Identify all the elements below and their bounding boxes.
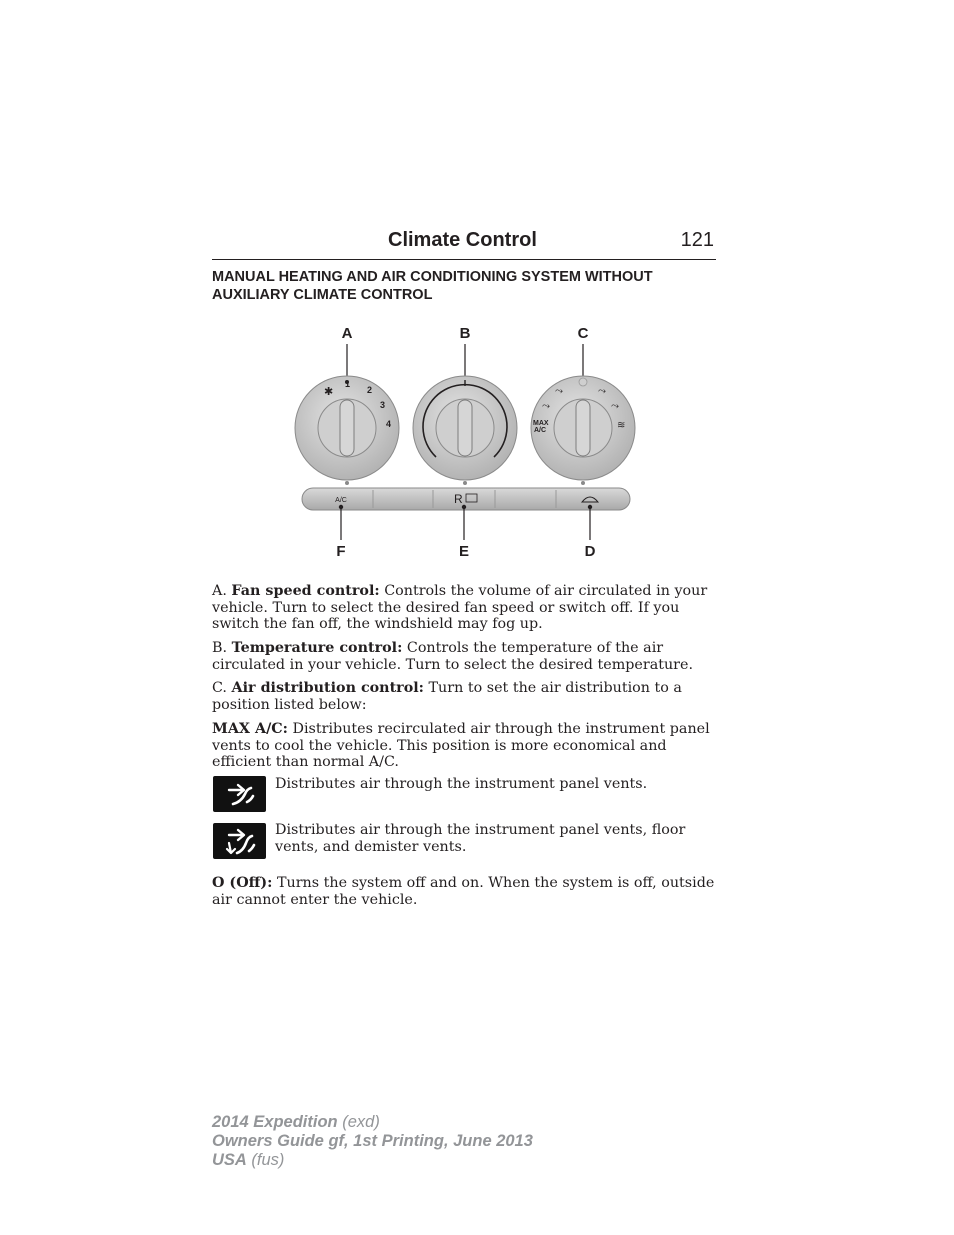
climate-control-illustration bbox=[290, 320, 640, 565]
paragraph-b bbox=[212, 640, 716, 673]
callout-a: A bbox=[341, 325, 353, 342]
fan-icon: ✱ bbox=[324, 385, 334, 398]
callout-c: C bbox=[577, 325, 589, 342]
max-ac-label-2: A/C bbox=[534, 427, 547, 434]
page-header bbox=[212, 229, 716, 260]
panel-vent-description: Distributes air through the instrument panel vents. bbox=[275, 776, 648, 792]
paragraph-a-prefix: A. bbox=[212, 583, 227, 599]
paragraph-a bbox=[212, 583, 716, 633]
fan-speed-2: 2 bbox=[367, 385, 373, 395]
footer-model-code: (exd) bbox=[337, 1113, 380, 1131]
panel-floor-small-icon: ⤳ bbox=[542, 401, 550, 412]
paragraph-b-text: Controls the temperature of the air circulated in your vehicle. Turn to select the desired temperature. bbox=[212, 640, 694, 673]
panel-floor-vent-icon bbox=[213, 823, 266, 859]
page-number: 121 bbox=[680, 229, 714, 251]
climate-control-diagram bbox=[290, 320, 640, 565]
chapter-title: Climate Control bbox=[388, 229, 537, 251]
paragraph-c-text: Turn to set the air distribution to a position listed below: bbox=[212, 680, 682, 713]
paragraph-off bbox=[212, 875, 716, 908]
paragraph-max-text: Distributes recirculated air through the instrument panel vents to cool the vehicle. This position is more economical and efficient than normal A/C. bbox=[212, 721, 710, 770]
floor-defrost-small-icon: ⤳ bbox=[611, 401, 619, 412]
panel-floor-vent-description: Distributes air through the instrument panel vents, floor vents, and demister vents. bbox=[275, 822, 686, 855]
callout-f: F bbox=[336, 543, 346, 560]
footer-line-2 bbox=[212, 1132, 533, 1151]
paragraph-off-term: O (Off): bbox=[212, 875, 273, 891]
rear-defrost-button-label: R bbox=[454, 492, 463, 506]
fan-speed-3: 3 bbox=[380, 400, 386, 410]
paragraph-a-text: Controls the volume of air circulated in your vehicle. Turn to select the desired fan speed or switch off. If you switch the fan off, the windshield may fog up. bbox=[212, 583, 708, 632]
paragraph-c bbox=[212, 680, 716, 713]
paragraph-off-text: Turns the system off and on. When the system is off, outside air cannot enter the vehicle. bbox=[212, 875, 715, 908]
paragraph-c-prefix: C. bbox=[212, 680, 227, 696]
callout-d: D bbox=[584, 543, 596, 560]
section-heading: MANUAL HEATING AND AIR CONDITIONING SYSTEM WITHOUT AUXILIARY CLIMATE CONTROL bbox=[212, 269, 653, 303]
footer-model: 2014 Expedition bbox=[212, 1113, 338, 1131]
ac-button-label: A/C bbox=[335, 497, 347, 504]
paragraph-max-term: MAX A/C: bbox=[212, 721, 288, 737]
callout-b: B bbox=[459, 325, 471, 342]
footer-market: USA bbox=[212, 1151, 247, 1169]
footer-line-1 bbox=[212, 1113, 533, 1132]
footer-guide-info: Owners Guide gf, 1st Printing, June 2013 bbox=[212, 1132, 533, 1150]
paragraph-b-term: Temperature control: bbox=[231, 640, 403, 656]
floor-vent-small-icon: ⤳ bbox=[598, 386, 606, 397]
panel-vent-small-icon: ⤳ bbox=[555, 386, 563, 397]
air-distribution-knob bbox=[531, 376, 635, 480]
callout-e: E bbox=[458, 543, 470, 560]
fan-speed-1: 1 bbox=[345, 379, 351, 389]
paragraph-b-prefix: B. bbox=[212, 640, 228, 656]
footer-line-3 bbox=[212, 1151, 533, 1170]
paragraph-c-term: Air distribution control: bbox=[231, 680, 424, 696]
max-ac-label: MAX bbox=[533, 420, 549, 427]
paragraph-a-term: Fan speed control: bbox=[231, 583, 380, 599]
paragraph-max-ac bbox=[212, 721, 716, 771]
page-footer bbox=[212, 1113, 533, 1170]
fan-speed-knob bbox=[295, 376, 399, 480]
fan-speed-4: 4 bbox=[386, 419, 392, 429]
panel-vent-icon bbox=[213, 776, 266, 812]
temperature-knob bbox=[413, 376, 517, 480]
footer-market-code: (fus) bbox=[246, 1151, 285, 1169]
defrost-small-icon: ≋ bbox=[617, 420, 626, 431]
